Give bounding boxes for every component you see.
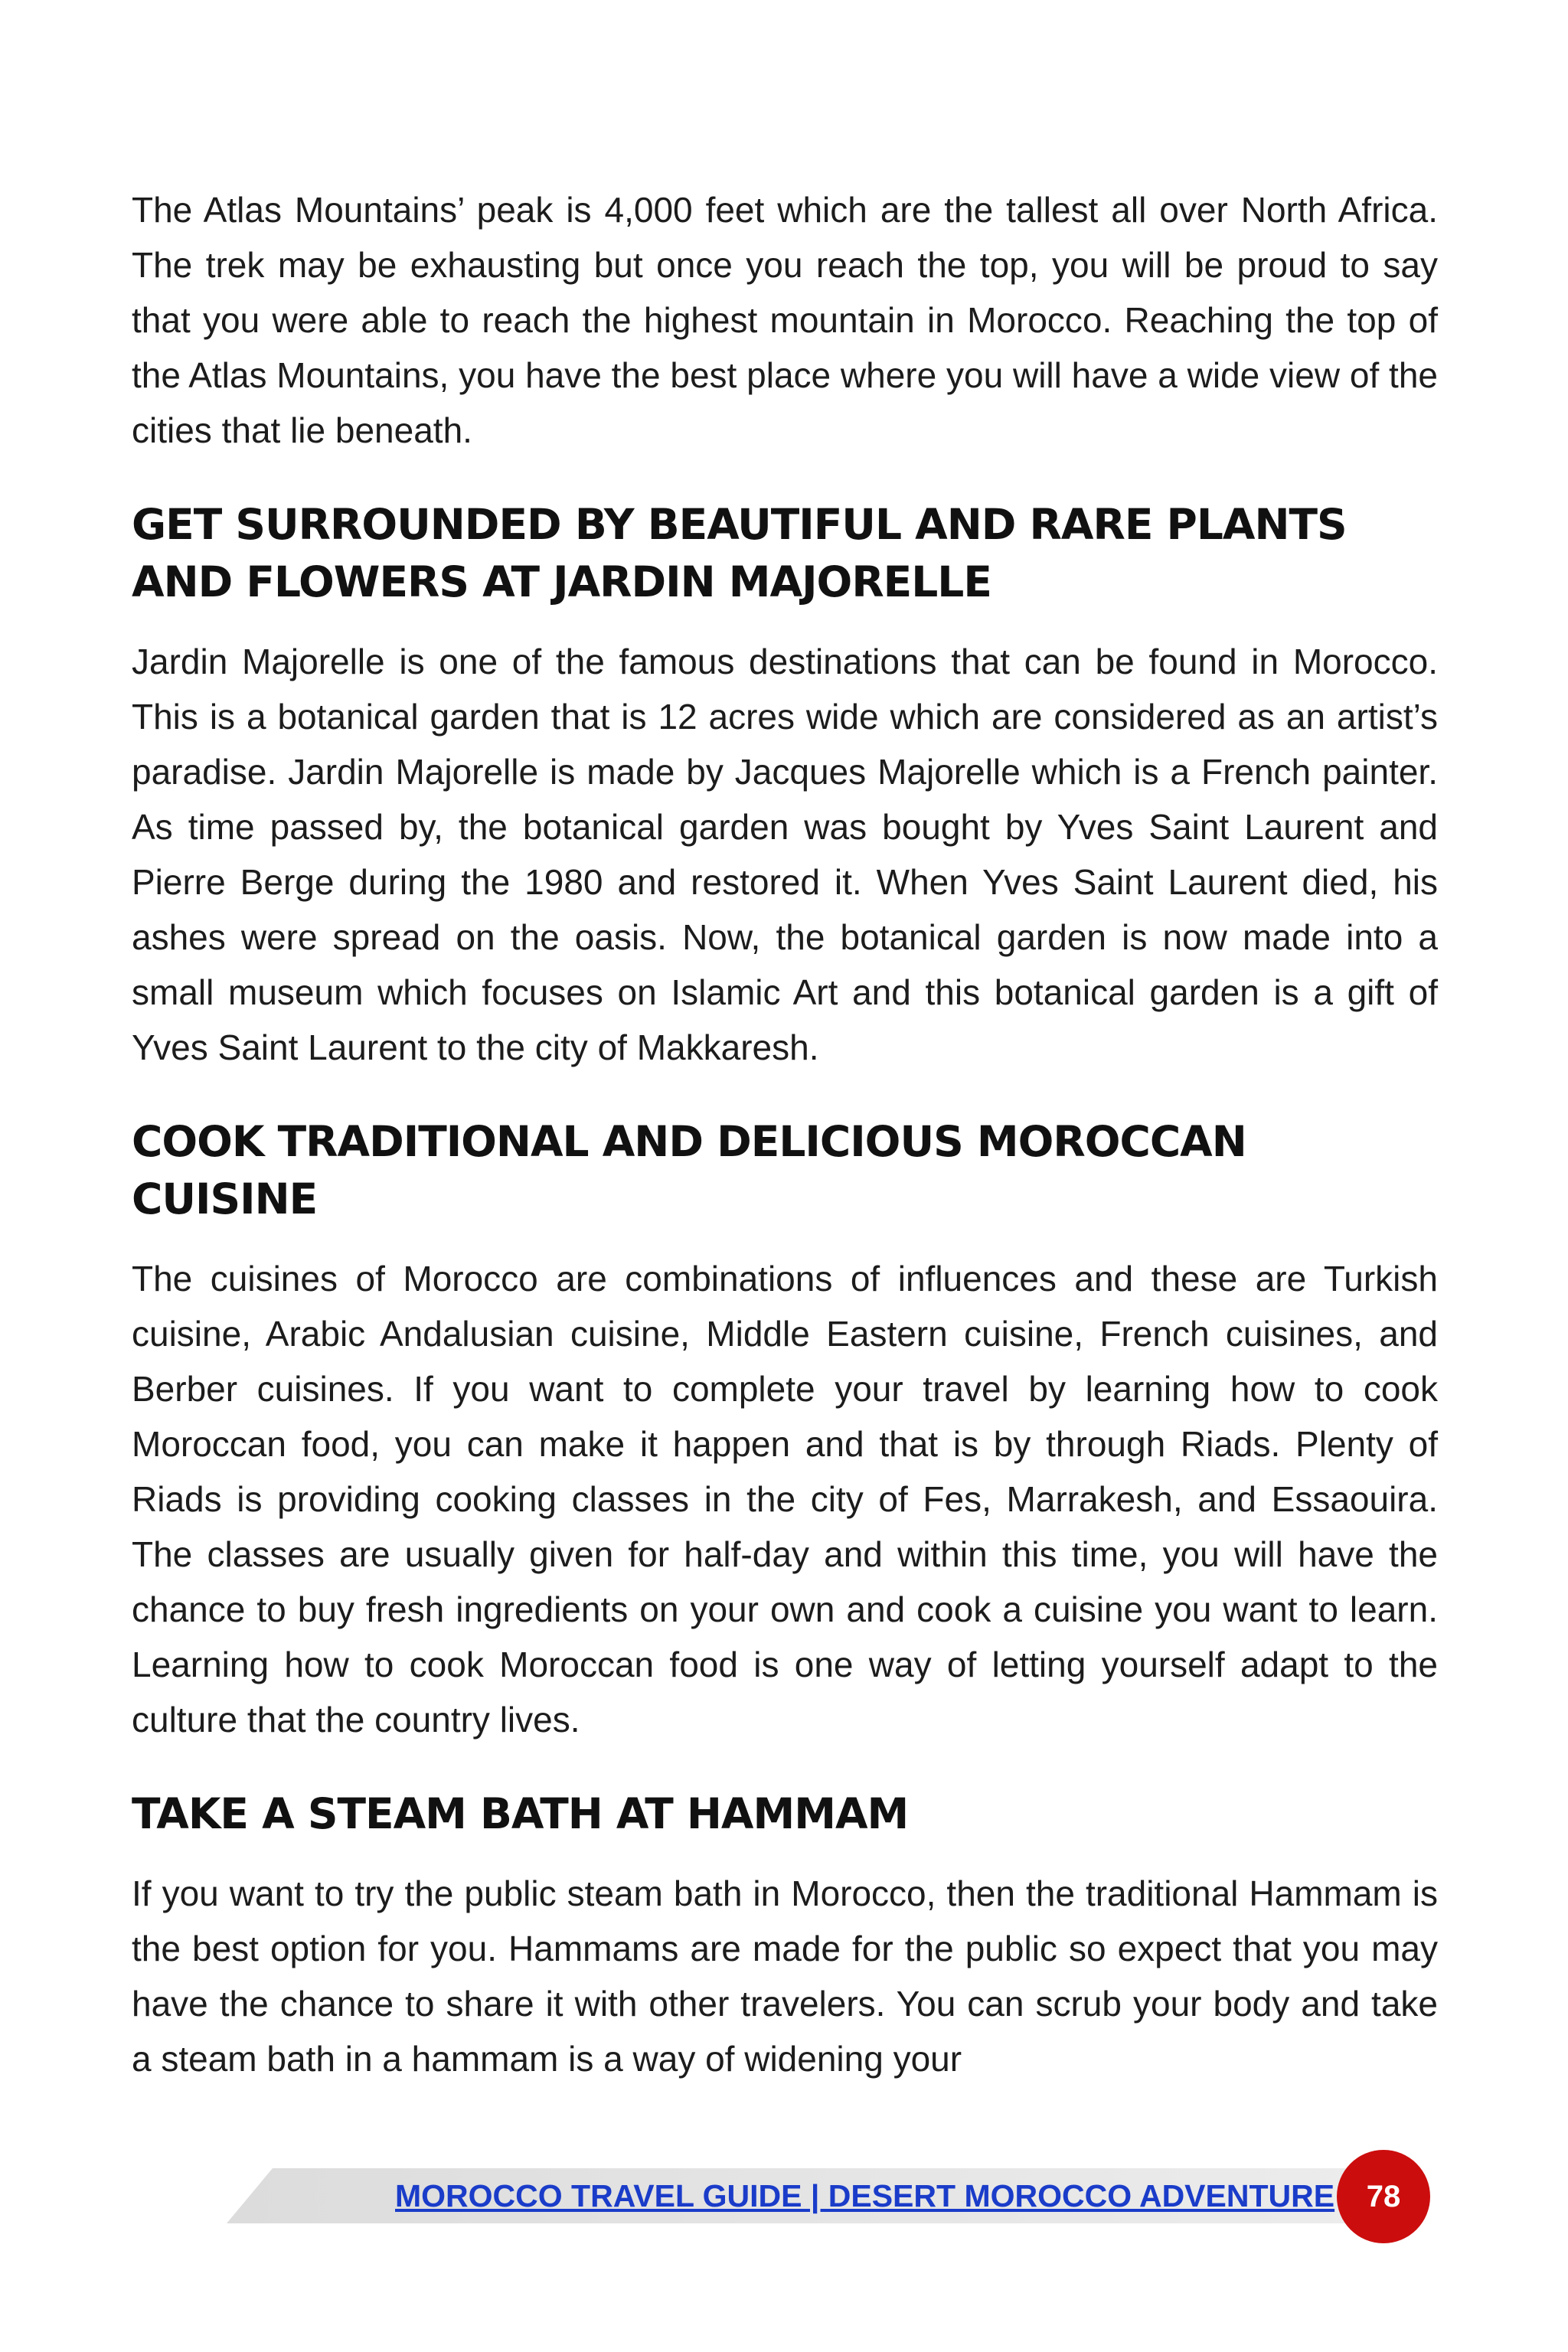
paragraph-hammam: If you want to try the public steam bath in Morocco, then the traditional Hammam is the best option for you. Hammams are made for the public so expect that you may have the chance to share it with other travelers. You can scrub your body and take a steam bath in a hammam is a way of widening your bbox=[132, 1873, 1438, 2079]
paragraph-moroccan-cuisine: The cuisines of Morocco are combinations of influences and these are Turkish cuisine, Arabic Andalusian cuisine, Middle Eastern cuisine, French cuisines, and Berber cuisines. If you want to complete your travel by learning how to cook Moroccan food, you can make it happen and that is by through Riads. Plenty of Riads is providing cooking classes in the city of Fes, Marrakesh, and Essaouira. The classes are usually given for half-day and within this time, you will have the chance to buy fresh ingredients on your own and cook a cuisine you want to learn. Learning how to cook Moroccan food is one way of letting yourself adapt to the culture that the country lives. bbox=[132, 1259, 1438, 1740]
page-content bbox=[132, 182, 1438, 2086]
section-heading-jardin-majorelle: GET SURROUNDED BY BEAUTIFUL AND RARE PLANTS AND FLOWERS AT JARDIN MAJORELLE bbox=[132, 500, 1347, 606]
page-number-badge: 78 bbox=[1337, 2150, 1430, 2243]
section-heading-moroccan-cuisine: COOK TRADITIONAL AND DELICIOUS MOROCCAN CUISINE bbox=[132, 1117, 1246, 1223]
footer-guide-link[interactable]: MOROCCO TRAVEL GUIDE | DESERT MOROCCO ADVENTURE bbox=[395, 2178, 1335, 2213]
intro-paragraph: The Atlas Mountains’ peak is 4,000 feet which are the tallest all over North Africa. The trek may be exhausting but once you reach the top, you will be proud to say that you were able to reach the highest mountain in Morocco. Reaching the top of the Atlas Mountains, you have the best place where you will have a wide view of the cities that lie beneath. bbox=[132, 190, 1438, 450]
section-heading-hammam: TAKE A STEAM BATH AT HAMMAM bbox=[132, 1789, 909, 1838]
paragraph-jardin-majorelle: Jardin Majorelle is one of the famous destinations that can be found in Morocco. This is a botanical garden that is 12 acres wide which are considered as an artist’s paradise. Jardin Majorelle is made by Jacques Majorelle which is a French painter. As time passed by, the botanical garden was bought by Yves Saint Laurent and Pierre Berge during the 1980 and restored it. When Yves Saint Laurent died, his ashes were spread on the oasis. Now, the botanical garden is now made into a small museum which focuses on Islamic Art and this botanical garden is a gift of Yves Saint Laurent to the city of Makkaresh. bbox=[132, 642, 1438, 1067]
